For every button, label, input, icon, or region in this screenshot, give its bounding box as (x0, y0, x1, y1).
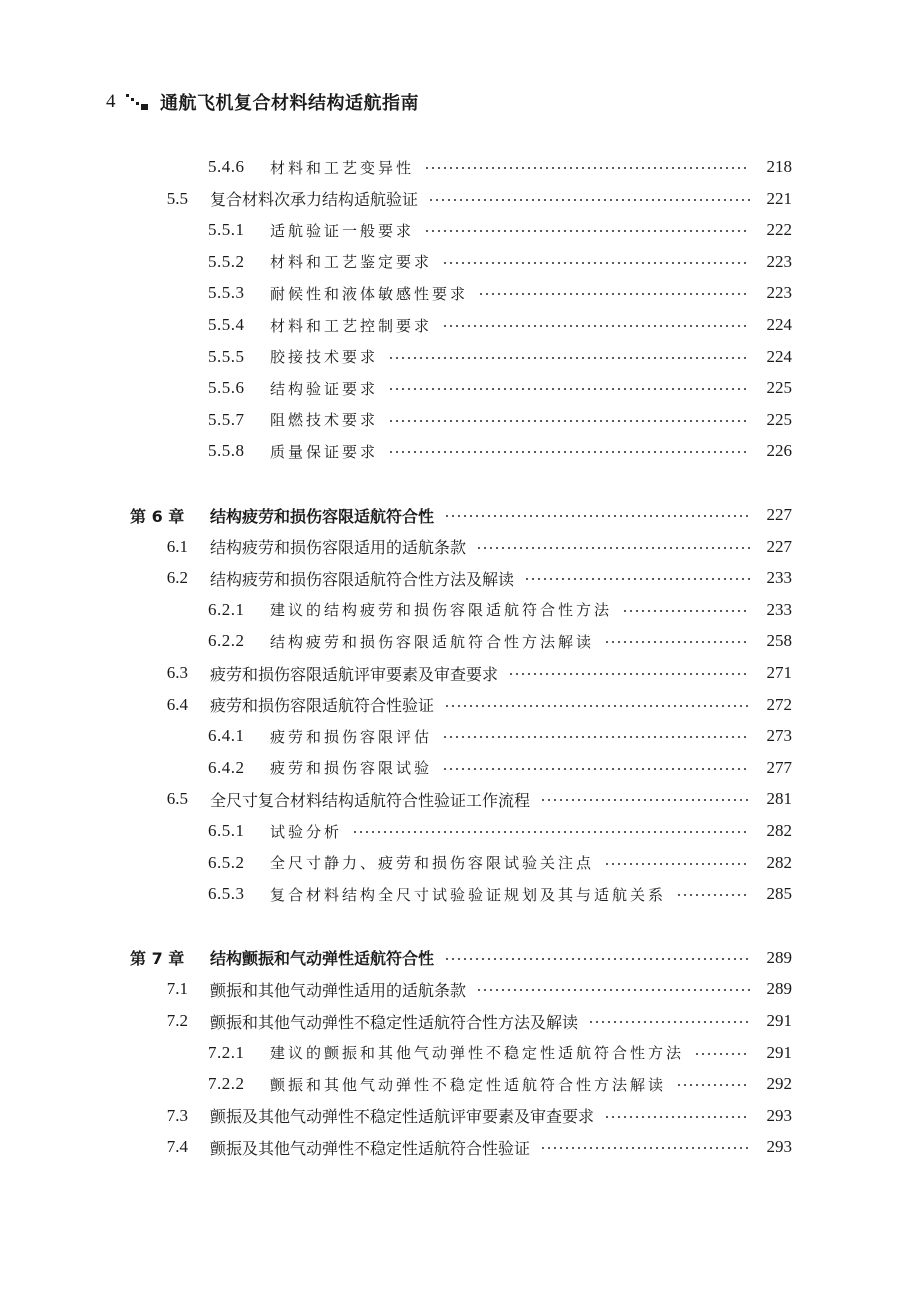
toc-entry-number: 6.5.1 (208, 821, 245, 840)
dot-leader (442, 325, 748, 327)
toc-entry[interactable] (0, 753, 924, 783)
toc-entry-page: 273 (766, 726, 792, 746)
dot-leader (442, 262, 748, 264)
toc-entry-page: 225 (766, 378, 792, 398)
dot-leader (388, 388, 748, 390)
toc-entry-title: 疲劳和损伤容限适航评审要素及审查要求 (210, 664, 499, 684)
toc-entry-number: 5.5.4 (208, 315, 245, 334)
dot-leader (476, 547, 752, 549)
toc-entry-page: 225 (766, 409, 792, 429)
toc-entry-title: 颤振及其他气动弹性不稳定性适航评审要素及审查要求 (210, 1107, 595, 1127)
toc-entry[interactable] (0, 595, 924, 625)
toc-entry-page: 291 (766, 1042, 792, 1062)
toc-entry-page: 223 (766, 251, 792, 271)
toc-entry-number: 5.5.2 (208, 251, 245, 271)
toc-entry-number: 6.4 (166, 694, 188, 714)
toc-entry-number: 7.2.1 (208, 1042, 245, 1062)
toc-entry-number: 5.5.1 (208, 220, 245, 240)
toc-entry[interactable] (0, 1038, 924, 1068)
toc-entry-title: 结构验证要求 (270, 379, 379, 398)
toc-entry[interactable] (0, 1069, 924, 1099)
toc-entry[interactable] (0, 1006, 924, 1036)
dot-leader (424, 230, 748, 232)
toc-entry-title: 结构颤振和气动弹性适航符合性 (210, 949, 435, 969)
toc-entry-page: 224 (766, 315, 792, 334)
toc-entry-title: 材料和工艺变异性 (270, 158, 415, 177)
toc-entry-number: 5.5.6 (208, 378, 245, 398)
toc-entry-page: 293 (766, 1105, 792, 1125)
toc-entry-number: 7.3 (166, 1105, 188, 1125)
toc-entry-number: 5.4.6 (208, 157, 245, 176)
dot-leader (604, 641, 748, 643)
dot-leader (508, 673, 748, 675)
toc-entry-title: 材料和工艺控制要求 (270, 316, 433, 335)
toc-entry[interactable] (0, 721, 924, 751)
dot-leader (444, 515, 750, 517)
toc-entry-number: 7.1 (166, 979, 188, 999)
toc-entry-number: 第 7 章 (130, 949, 185, 969)
toc-entry-page: 282 (766, 821, 792, 840)
toc-entry-title: 耐候性和液体敏感性要求 (270, 284, 469, 303)
toc-entry-title: 颤振和其他气动弹性适用的适航条款 (210, 980, 467, 1000)
dot-leader (442, 736, 748, 738)
toc-entry-page: 233 (766, 599, 792, 619)
toc-entry-number: 6.2.2 (208, 631, 245, 651)
toc-entry-title: 结构疲劳和损伤容限适航符合性 (210, 506, 435, 526)
toc-entry[interactable] (0, 184, 924, 214)
dot-leader (604, 863, 748, 865)
running-header (106, 88, 419, 116)
toc-entry[interactable] (0, 247, 924, 277)
toc-entry-page: 291 (766, 1011, 792, 1030)
toc-entry-number: 5.5.5 (208, 346, 245, 366)
toc-entry[interactable] (0, 405, 924, 435)
toc-entry-number: 5.5.3 (208, 283, 245, 303)
toc-entry-title: 全尺寸复合材料结构适航符合性验证工作流程 (210, 790, 531, 810)
toc-entry[interactable] (0, 342, 924, 372)
toc-entry-number: 第 6 章 (130, 506, 185, 526)
toc-entry-number: 6.2.1 (208, 599, 245, 619)
dot-leader (442, 768, 748, 770)
dot-leader (476, 989, 752, 991)
dot-leader (676, 1084, 748, 1086)
toc-entry[interactable] (0, 974, 924, 1004)
toc-entry-number: 6.4.1 (208, 726, 245, 746)
dot-leader (444, 705, 750, 707)
toc-entry[interactable] (0, 943, 924, 973)
dot-leader (588, 1021, 750, 1023)
toc-entry[interactable] (0, 436, 924, 466)
toc-entry[interactable] (0, 310, 924, 340)
dot-leader (478, 293, 748, 295)
toc-entry-title: 阻燃技术要求 (270, 411, 379, 430)
toc-entry-number: 6.1 (166, 536, 188, 556)
toc-entry-title: 疲劳和损伤容限试验 (270, 759, 433, 778)
toc-entry-page: 271 (766, 663, 792, 682)
toc-entry-number: 7.2 (166, 1011, 188, 1030)
toc-entry-page: 293 (766, 1137, 792, 1157)
toc-entry-number: 7.4 (166, 1137, 188, 1157)
toc-entry-number: 5.5.8 (208, 441, 245, 461)
dot-leader (622, 610, 748, 612)
toc-entry-title: 建议的颤振和其他气动弹性不稳定性适航符合性方法 (270, 1044, 685, 1063)
toc-entry-number: 6.2 (166, 568, 188, 588)
toc-entry-page: 292 (766, 1074, 792, 1094)
toc-entry-title: 材料和工艺鉴定要求 (270, 253, 433, 272)
toc-entry-page: 218 (766, 157, 792, 176)
toc-entry-title: 复合材料次承力结构适航验证 (210, 190, 419, 210)
toc-entry-number: 6.3 (166, 663, 188, 682)
toc-entry-number: 6.5 (166, 789, 188, 809)
toc-entry-page: 222 (766, 220, 792, 240)
toc-entry[interactable] (0, 658, 924, 688)
dot-leader (352, 831, 748, 833)
toc-entry-title: 试验分析 (270, 822, 343, 841)
toc-entry-number: 6.4.2 (208, 757, 245, 777)
dot-leader (676, 894, 748, 896)
toc-entry-title: 结构疲劳和损伤容限适航符合性方法及解读 (210, 569, 515, 589)
toc-entry[interactable] (0, 626, 924, 656)
dot-leader (524, 578, 752, 580)
toc-entry-page: 221 (766, 188, 792, 208)
dot-leader (604, 1116, 748, 1118)
header-ornament-icon (126, 92, 152, 112)
toc-entry-number: 5.5 (166, 188, 188, 208)
toc-entry[interactable] (0, 563, 924, 593)
toc-entry-page: 233 (766, 568, 792, 588)
toc-entry-number: 7.2.2 (208, 1074, 245, 1094)
toc-entry-title: 颤振和其他气动弹性不稳定性适航符合性方法解读 (270, 1075, 667, 1094)
dot-leader (388, 357, 748, 359)
toc-entry-page: 258 (766, 631, 792, 651)
toc-entry-title: 颤振及其他气动弹性不稳定性适航符合性验证 (210, 1138, 531, 1158)
toc-entry[interactable] (0, 278, 924, 308)
toc-entry-page: 289 (766, 947, 792, 967)
toc-entry-title: 颤振和其他气动弹性不稳定性适航符合性方法及解读 (210, 1012, 579, 1032)
toc-entry-title: 复合材料结构全尺寸试验验证规划及其与适航关系 (270, 885, 667, 904)
toc-entry-title: 疲劳和损伤容限适航符合性验证 (210, 696, 435, 716)
toc-entry[interactable] (0, 816, 924, 846)
toc-entry-page: 277 (766, 757, 792, 777)
dot-leader (694, 1053, 748, 1055)
dot-leader (388, 451, 748, 453)
toc-entry-page: 223 (766, 283, 792, 303)
toc-entry-title: 结构疲劳和损伤容限适用的适航条款 (210, 538, 467, 558)
toc-entry-title: 全尺寸静力、疲劳和损伤容限试验关注点 (270, 854, 595, 873)
dot-leader (540, 799, 750, 801)
toc-entry[interactable] (0, 373, 924, 403)
toc-entry-page: 227 (766, 505, 792, 524)
toc-entry-page: 282 (766, 852, 792, 872)
toc-entry[interactable] (0, 532, 924, 562)
toc-entry[interactable] (0, 215, 924, 245)
toc-entry-number: 6.5.3 (208, 884, 245, 904)
toc-entry-page: 281 (766, 789, 792, 809)
toc-entry-page: 272 (766, 694, 792, 714)
toc-entry-title: 胶接技术要求 (270, 348, 379, 367)
toc-entry[interactable] (0, 690, 924, 720)
toc-entry-title: 质量保证要求 (270, 442, 379, 461)
toc-entry-title: 建议的结构疲劳和损伤容限适航符合性方法 (270, 601, 613, 620)
toc-entry[interactable] (0, 152, 924, 182)
toc-entry-number: 5.5.7 (208, 409, 245, 429)
toc-entry-page: 224 (766, 346, 792, 366)
toc-entry-page: 226 (766, 441, 792, 461)
toc-entry[interactable] (0, 879, 924, 909)
dot-leader (444, 958, 750, 960)
toc-entry-title: 结构疲劳和损伤容限适航符合性方法解读 (270, 632, 595, 651)
toc-entry[interactable] (0, 784, 924, 814)
toc-entry-page: 289 (766, 979, 792, 999)
toc-entry[interactable] (0, 500, 924, 530)
toc-entry-number: 6.5.2 (208, 852, 245, 872)
dot-leader (424, 167, 748, 169)
dot-leader (428, 199, 752, 201)
page-number: 4 (106, 91, 116, 112)
book-title: 通航飞机复合材料结构适航指南 (160, 93, 419, 114)
dot-leader (388, 420, 748, 422)
toc-entry[interactable] (0, 848, 924, 878)
toc-entry[interactable] (0, 1132, 924, 1162)
toc-entry-page: 285 (766, 884, 792, 904)
toc-entry-page: 227 (766, 536, 792, 556)
toc-entry-title: 适航验证一般要求 (270, 221, 415, 240)
toc-entry-title: 疲劳和损伤容限评估 (270, 727, 433, 746)
dot-leader (540, 1147, 750, 1149)
toc-entry[interactable] (0, 1101, 924, 1131)
